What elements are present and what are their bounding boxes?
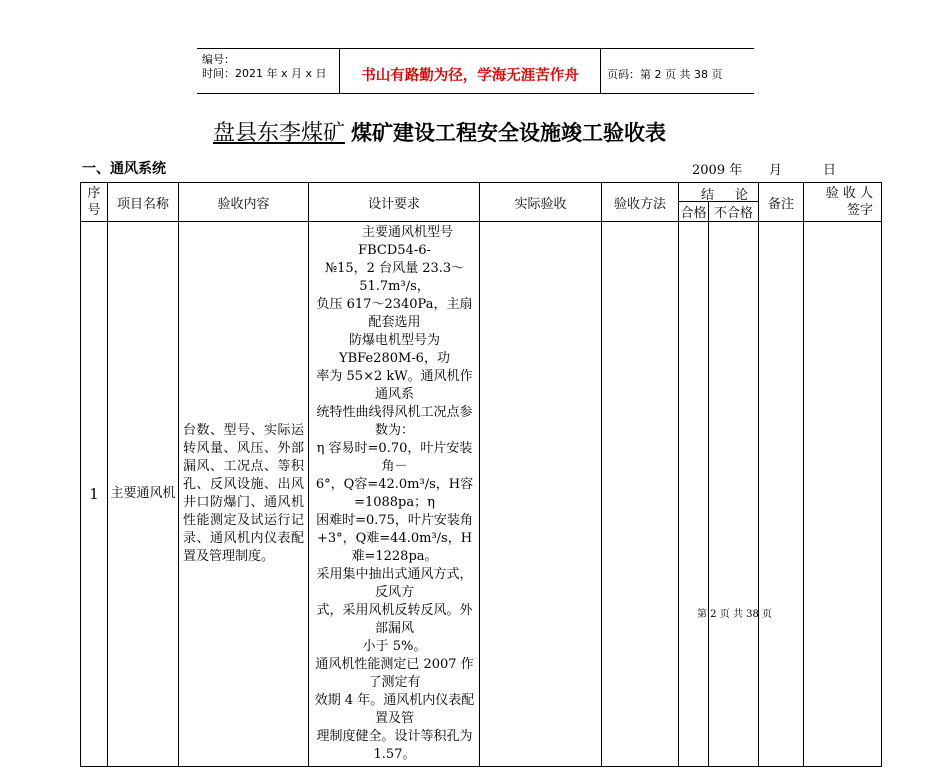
page-header	[197, 48, 754, 94]
design-line: 6°，Q容=42.0m³/s，H容=1088pa；η	[315, 477, 474, 510]
header-conclusion: 结 论	[679, 183, 759, 202]
design-line: №15，2 台风量 23.3～51.7m³/s，	[324, 261, 465, 294]
cell-remark	[759, 222, 804, 767]
date-day: 日	[823, 163, 837, 178]
design-line: 困难时=0.75，叶片安装角	[316, 513, 473, 528]
header-signer: 验 收 人 签字	[804, 183, 882, 222]
page-title	[213, 116, 666, 147]
mine-name: 盘县东李煤矿	[213, 121, 346, 146]
design-line: 防爆电机型号为 YBFe280M-6，功	[339, 333, 450, 366]
table-row	[81, 222, 882, 767]
design-line: 通风机性能测定已 2007 作了测定有	[315, 657, 474, 690]
design-line: 统特性曲线得风机工况点参数为：	[316, 405, 473, 438]
time-label: 时间：2021 年 x 月 x 日	[202, 67, 327, 80]
cell-item-name: 主要通风机	[108, 222, 179, 767]
header-unqualified: 不合格	[709, 202, 759, 222]
header-method: 验收方法	[602, 183, 679, 222]
header-actual: 实际验收	[480, 183, 602, 222]
page-footer: 第 2 页 共 38 页	[697, 609, 772, 620]
design-line: 采用集中抽出式通风方式，反风方	[316, 567, 473, 600]
design-line: 主要通风机型号 FBCD54-6-	[358, 225, 453, 258]
design-line: +3°，Q难=44.0m³/s，H难=1228pa。	[316, 531, 473, 564]
date-month: 月	[769, 163, 783, 178]
date-year: 2009 年	[692, 163, 743, 178]
cell-design	[309, 222, 480, 767]
design-line: η 容易时=0.70，叶片安装角－	[316, 441, 473, 474]
header-page-cell	[601, 49, 754, 93]
header-design: 设计要求	[309, 183, 480, 222]
cell-seq: 1	[81, 222, 108, 767]
header-remark: 备注	[759, 183, 804, 222]
cell-qualified	[679, 222, 709, 767]
serial-label: 编号：	[202, 53, 235, 66]
cell-signer	[804, 222, 882, 767]
motto-text: 书山有路勤为径，学海无涯苦作舟	[361, 68, 579, 84]
design-line: 理制度健全。设计等积孔为 1.57。	[316, 729, 473, 762]
design-line: 效期 4 年。通风机内仪表配置及管	[314, 693, 475, 726]
design-line: 负压 617～2340Pa，主扇配套选用	[316, 297, 473, 330]
cell-unqualified	[709, 222, 759, 767]
cell-actual	[480, 222, 602, 767]
acceptance-table	[80, 182, 882, 767]
design-line: 小于 5%。	[362, 639, 427, 654]
header-motto-cell	[340, 49, 601, 93]
header-seq: 序 号	[81, 183, 108, 222]
design-line: 式，采用风机反转反风。外部漏风	[316, 603, 473, 636]
form-title: 煤矿建设工程安全设施竣工验收表	[351, 121, 667, 145]
header-content: 验收内容	[179, 183, 309, 222]
header-qualified: 合格	[679, 202, 709, 222]
design-line: 率为 55×2 kW。通风机作通风系	[316, 369, 473, 402]
header-meta-cell	[197, 49, 340, 93]
page-info: 页码：第 2 页 共 38 页	[607, 68, 723, 81]
cell-method	[602, 222, 679, 767]
table-header-row	[81, 183, 882, 202]
header-item-name: 项目名称	[108, 183, 179, 222]
cell-content: 台数、型号、实际运转风量、风压、外部漏风、工况点、等积孔、反风设施、出风井口防爆门、通风机性能测定及试运行记录、通风机内仪表配置及管理制度。	[179, 222, 309, 767]
section-heading: 一、通风系统	[82, 161, 166, 177]
